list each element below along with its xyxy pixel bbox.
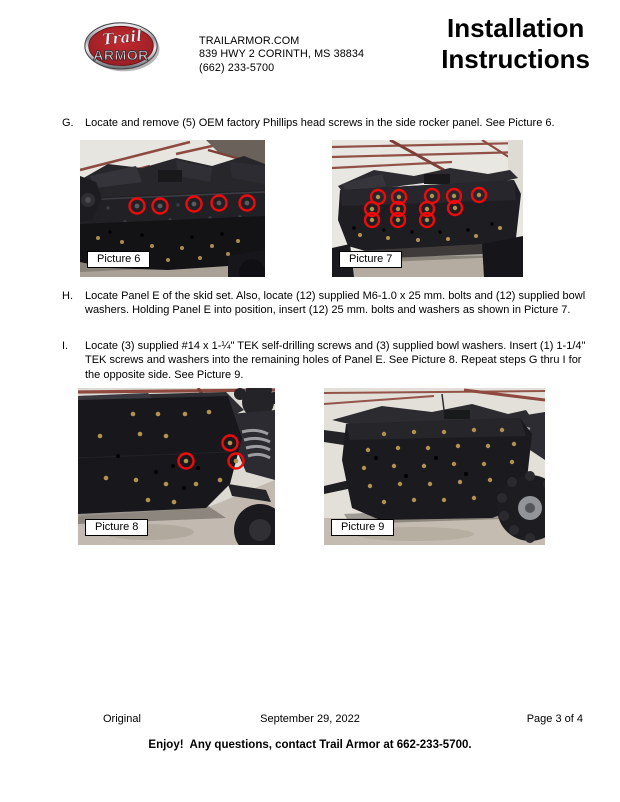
step-g-label: G.	[62, 117, 74, 129]
page-title	[441, 13, 590, 75]
logo-script-text: Trail	[101, 26, 143, 49]
picture-8-label: Picture 8	[85, 519, 148, 536]
footer-contact-line: Enjoy! Any questions, contact Trail Armor at 662-233-5700.	[148, 739, 472, 751]
step-g-text: Locate and remove (5) OEM factory Phillips head screws in the side rocker panel. See Picture 6.	[85, 117, 555, 129]
step-h-text: Locate Panel E of the skid set. Also, locate (12) supplied M6-1.0 x 25 mm. bolts and (12) supplied bowl washers. Holding Panel E into position, insert (12) 25 mm. bolts and washers as shown in Picture 7.	[85, 290, 586, 317]
page-title-line1: Installation	[446, 13, 585, 43]
picture-9	[324, 388, 545, 545]
picture-7-label: Picture 7	[339, 251, 402, 268]
company-address: 839 HWY 2 CORINTH, MS 38834	[199, 48, 365, 61]
footer-revision: Original	[103, 713, 141, 725]
trail-armor-logo-icon	[81, 19, 161, 73]
picture-6-label: Picture 6	[87, 251, 150, 268]
step-i	[62, 339, 592, 382]
step-i-text: Locate (3) supplied #14 x 1-¼" TEK self-drilling screws and (3) supplied bowl washers. Insert (1) 1-1/4" TEK screws and washers into the remaining holes of Panel E. See Picture 8. Repeat steps G thru I for the opposite side. See Picture 9.	[85, 340, 586, 381]
step-g	[62, 116, 592, 130]
page-title-line2: Instructions	[441, 44, 590, 74]
company-website: TRAILARMOR.COM	[199, 35, 300, 47]
footer-date: September 29, 2022	[260, 713, 360, 725]
footer	[0, 713, 620, 727]
company-phone: (662) 233-5700	[199, 61, 275, 74]
picture-9-label: Picture 9	[331, 519, 394, 536]
step-i-label: I.	[62, 340, 69, 352]
step-h	[62, 289, 592, 318]
trail-armor-logo	[81, 19, 161, 75]
company-contact-block	[199, 35, 364, 75]
footer-page-number: Page 3 of 4	[526, 713, 583, 725]
logo-caps-text: ARMOR	[93, 47, 149, 64]
picture-6	[80, 140, 265, 277]
picture-8	[78, 388, 275, 545]
picture-7	[332, 140, 523, 277]
step-h-label: H.	[62, 290, 73, 302]
